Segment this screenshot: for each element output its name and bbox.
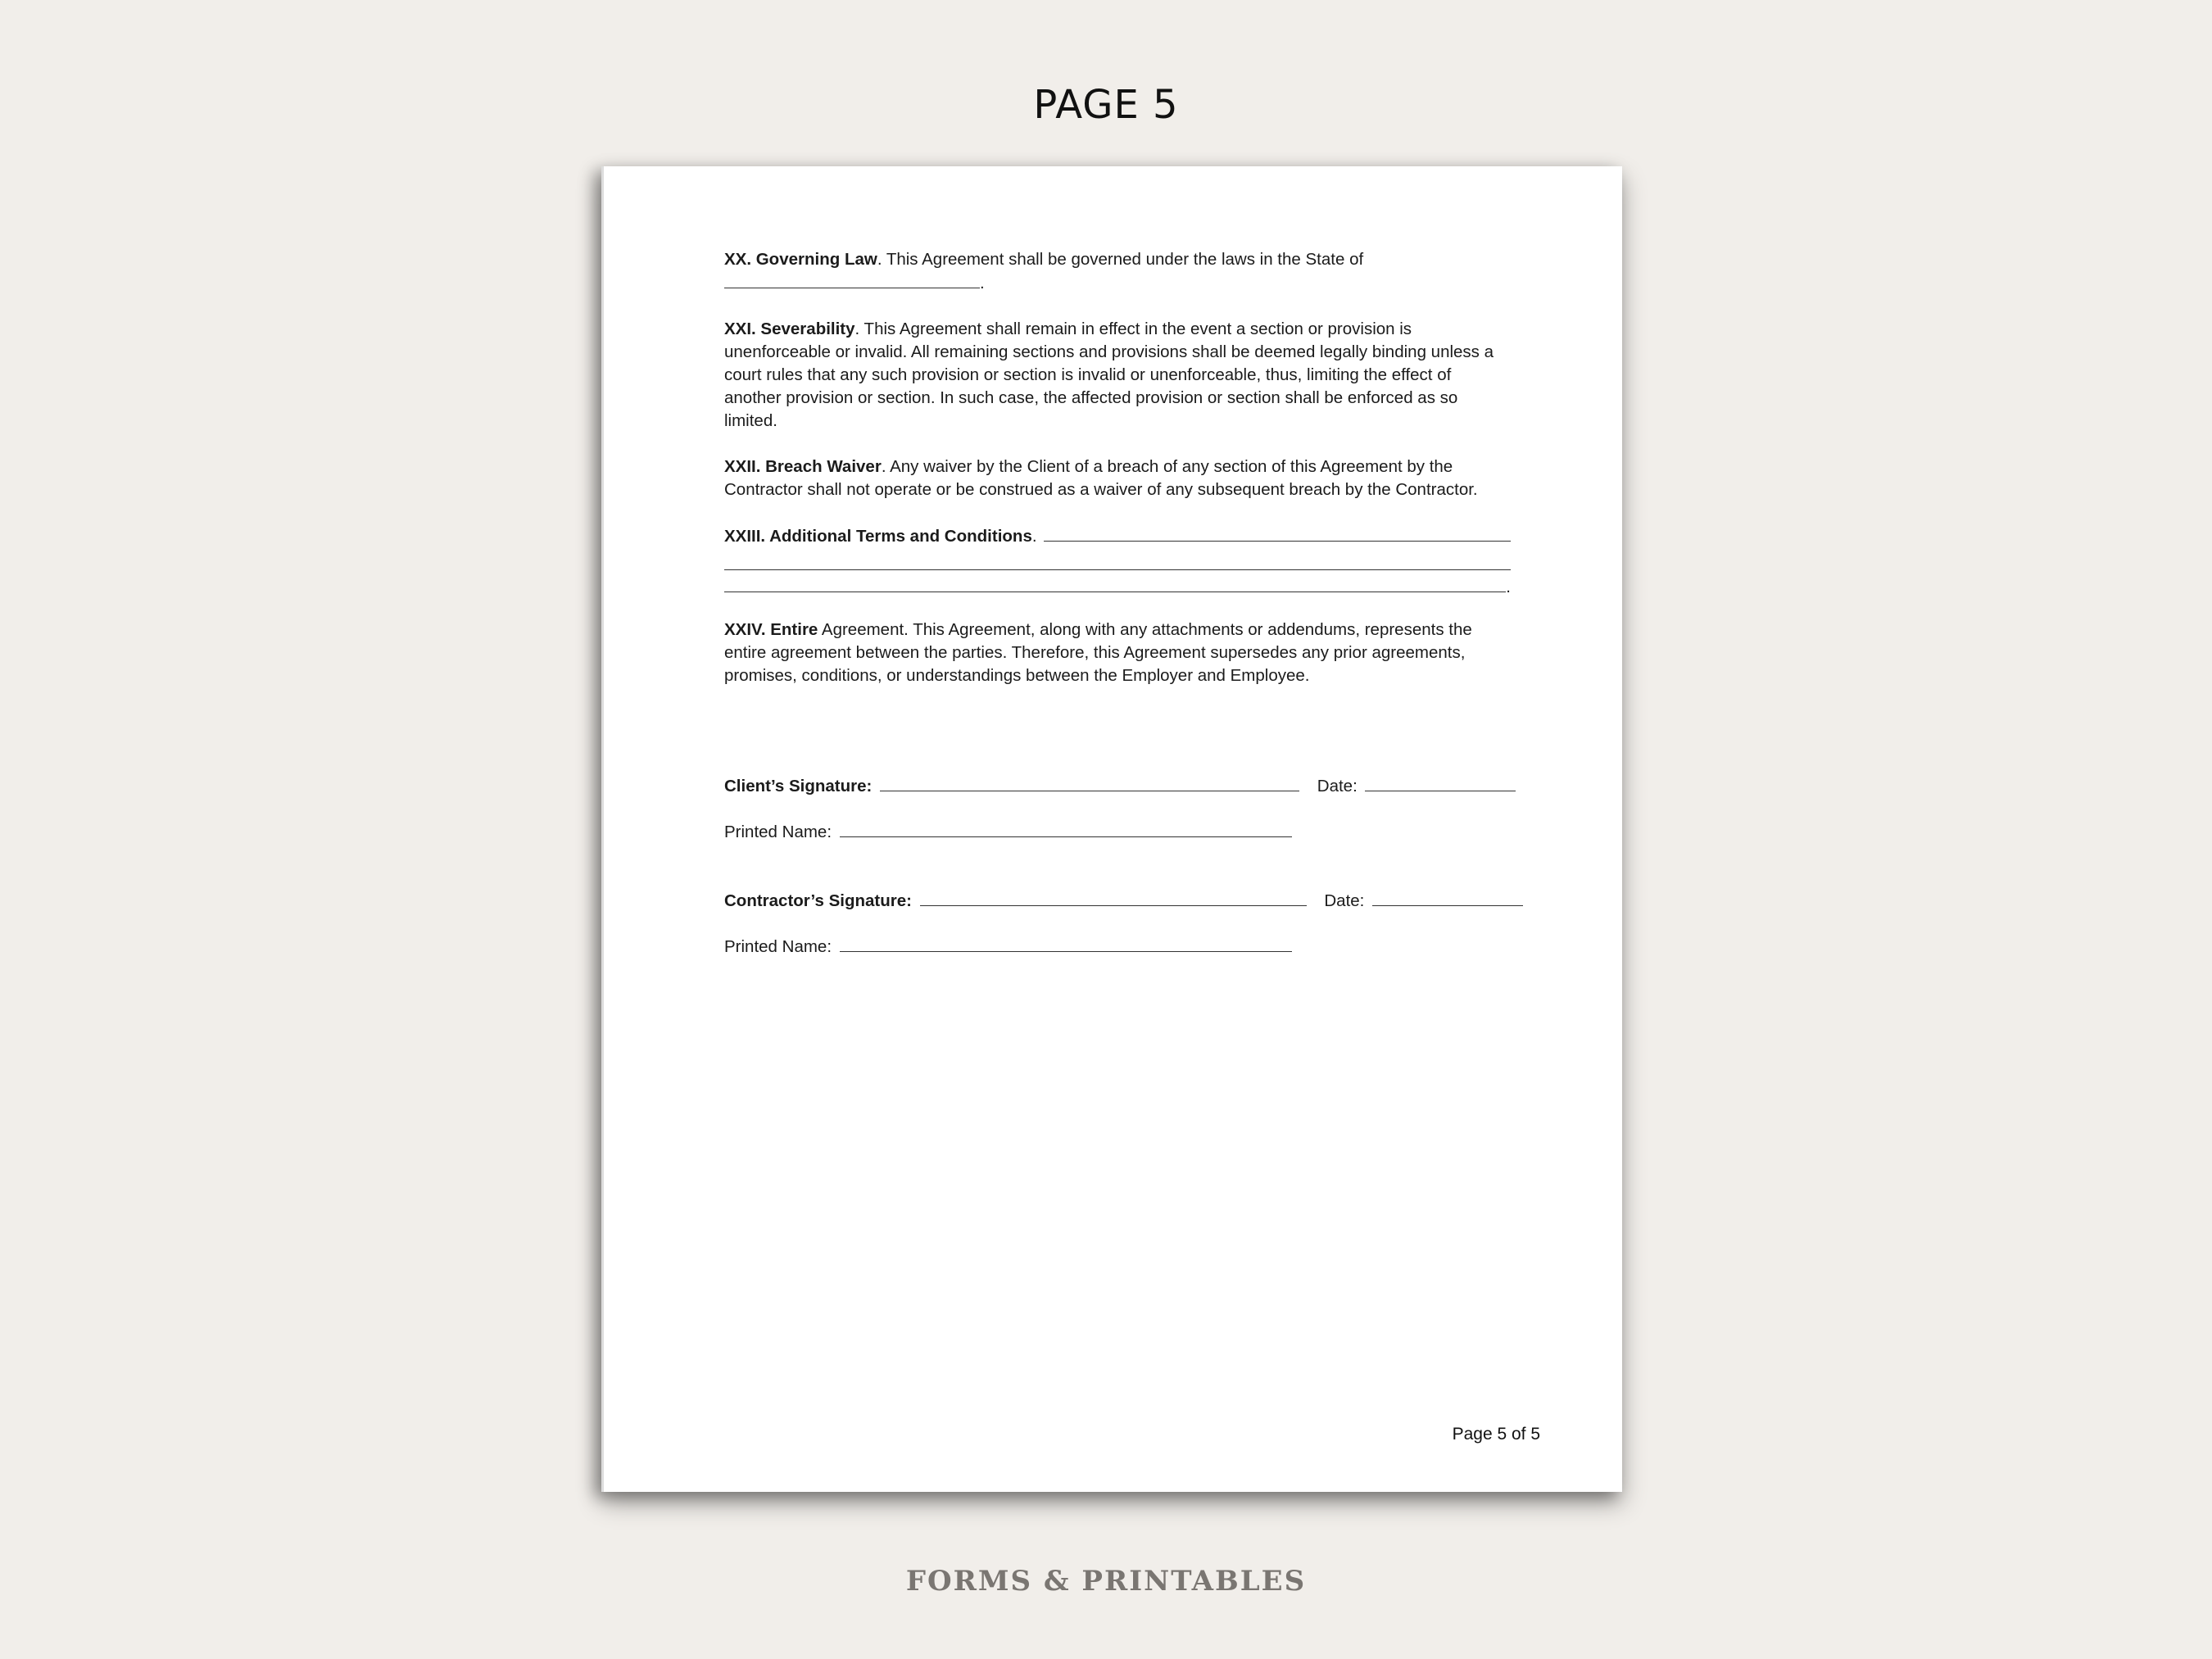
contractor-date-line[interactable] bbox=[1372, 889, 1523, 906]
section-heading: XX. Governing Law bbox=[724, 250, 877, 269]
page-title: PAGE 5 bbox=[1033, 82, 1179, 128]
contractor-signature-row bbox=[724, 889, 1527, 912]
terms-blank-line bbox=[724, 548, 1511, 570]
client-signature-line[interactable] bbox=[880, 774, 1299, 791]
section-severability bbox=[724, 318, 1511, 433]
contractor-signature-line[interactable] bbox=[920, 889, 1307, 906]
client-signature-label: Client’s Signature: bbox=[724, 777, 873, 796]
client-printed-name-label: Printed Name: bbox=[724, 823, 832, 841]
client-date-line[interactable] bbox=[1365, 774, 1516, 791]
contractor-signature-label: Contractor’s Signature: bbox=[724, 891, 912, 910]
section-entire-agreement bbox=[724, 619, 1511, 687]
brand-footer: FORMS & PRINTABLES bbox=[905, 1565, 1307, 1598]
document-body bbox=[724, 248, 1511, 710]
terms-blank-line bbox=[724, 570, 1506, 592]
client-signature-row bbox=[724, 774, 1527, 797]
client-printed-name-line[interactable] bbox=[840, 820, 1292, 837]
contractor-printed-row bbox=[724, 935, 1527, 958]
client-date-label: Date: bbox=[1317, 777, 1358, 796]
section-text: . bbox=[1031, 527, 1037, 546]
section-text: Agreement. This Agreement, along with any attachments or addendums, represents the entire agreement between the parties. Therefore, this Agreement supersedes any prior agreements, promises, conditions, or understandings between the Employer and Employee. bbox=[724, 620, 1472, 685]
contractor-signature-block bbox=[724, 889, 1527, 958]
section-heading: XXIV. Entire bbox=[724, 620, 818, 639]
contractor-printed-name-label: Printed Name: bbox=[724, 937, 832, 956]
section-breach-waiver bbox=[724, 456, 1511, 501]
contractor-printed-name-line[interactable] bbox=[840, 935, 1292, 952]
section-heading: XXII. Breach Waiver bbox=[724, 457, 882, 476]
page-number: Page 5 of 5 bbox=[1452, 1425, 1540, 1444]
terms-blank-line bbox=[1044, 524, 1511, 542]
state-blank-line bbox=[724, 271, 980, 288]
client-signature-block bbox=[724, 774, 1527, 843]
section-text: . Any waiver by the Client of a breach of any section of this Agreement by the Contractor shall not operate or be construed as a waiver of any subsequent breach by the Contractor. bbox=[724, 457, 1478, 499]
section-text: . This Agreement shall be governed under the laws in the State of bbox=[877, 250, 1364, 269]
section-heading: XXIII. Additional Terms and Conditions bbox=[724, 527, 1032, 546]
client-printed-row bbox=[724, 820, 1527, 843]
section-additional-terms: XXIII. Additional Terms and Conditions . . bbox=[724, 524, 1511, 599]
document-page bbox=[604, 166, 1622, 1492]
contractor-date-label: Date: bbox=[1324, 891, 1365, 910]
section-heading: XXI. Severability bbox=[724, 320, 855, 338]
section-text: . This Agreement shall remain in effect in the event a section or provision is unenforceable or invalid. All remaining sections and provisions shall be deemed legally binding unless a court rules that any such provision or section is invalid or unenforceable, thus, limiting the effect of another provision or section. In such case, the affected provision or section shall be enforced as so limited. bbox=[724, 320, 1494, 430]
section-governing-law: XX. Governing Law. This Agreement shall be governed under the laws in the State of . bbox=[724, 250, 1364, 292]
